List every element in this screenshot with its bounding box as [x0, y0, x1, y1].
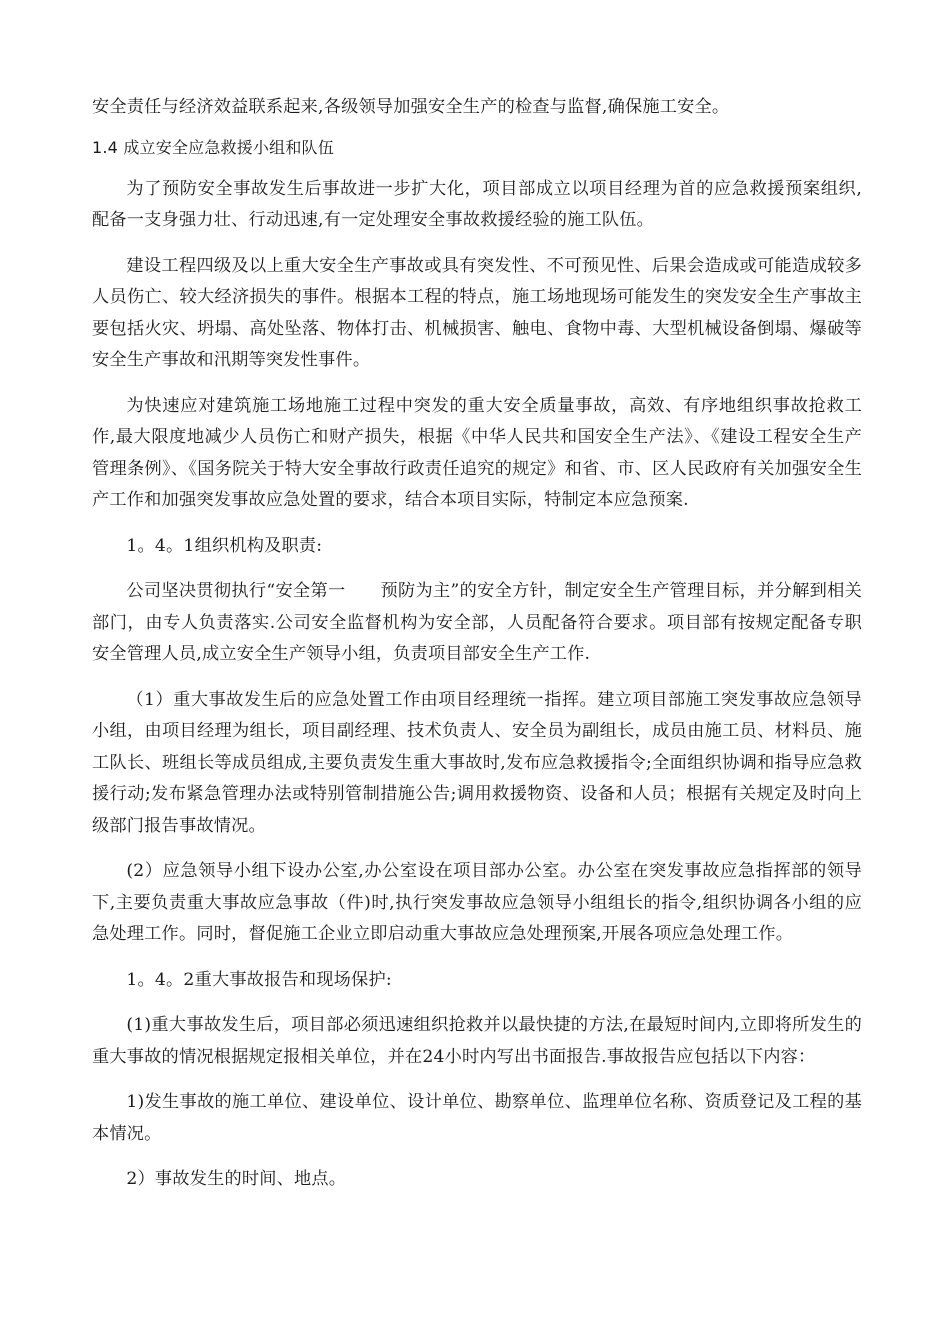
paragraph: 建设工程四级及以上重大安全生产事故或具有突发性、不可预见性、后果会造成或可能造成较多人员伤亡、较大经济损失的事件。根据本工程的特点，施工场地现场可能发生的突发安全生产事故主要包括火灾、坍塌、高处坠落、物体打击、机械损害、触电、食物中毒、大型机械设备倒塌、爆破等安全生产事故和汛期等突发性事件。	[92, 255, 862, 370]
section-heading: 1.4 成立安全应急救援小组和队伍	[92, 137, 334, 157]
paragraph: 为了预防安全事故发生后事故进一步扩大化，项目部成立以项目经理为首的应急救援预案组织,配备一支身强力壮、行动迅速,有一定处理安全事故救援经验的施工队伍。	[92, 178, 862, 230]
paragraph-continuation: 安全责任与经济效益联系起来,各级领导加强安全生产的检查与监督,确保施工安全。	[92, 97, 730, 117]
paragraph: （1）重大事故发生后的应急处置工作由项目经理统一指挥。建立项目部施工突发事故应急领导小组，由项目经理为组长，项目副经理、技术负责人、安全员为副组长，成员由施工员、材料员、施工队长、班组长等成员组成,主要负责发生重大事故时,发布应急救援指令;全面组织协调和指导应急救援行动;发布紧急管理办法或特别管制措施公告;调用救援物资、设备和人员；根据有关规定及时向上级部门报告事故情况。	[92, 689, 862, 836]
subsection-heading: 1。4。1组织机构及职责:	[126, 535, 323, 556]
list-item: 1)发生事故的施工单位、建设单位、设计单位、勘察单位、监理单位名称、资质登记及工程的基本情况。	[92, 1092, 862, 1144]
paragraph: (2）应急领导小组下设办公室,办公室设在项目部办公室。办公室在突发事故应急指挥部的领导下,主要负责重大事故应急事故（件)时,执行突发事故应急领导小组组长的指令,组织协调各小组的应急处理工作。同时，督促施工企业立即启动重大事故应急处理预案,开展各项应急处理工作。	[92, 861, 862, 944]
document-body	[92, 92, 862, 1196]
paragraph: (1)重大事故发生后，项目部必须迅速组织抢救并以最快捷的方法,在最短时间内,立即将所发生的重大事故的情况根据规定报相关单位，并在24小时内写出书面报告.事故报告应包括以下内容：	[92, 1015, 862, 1067]
list-item: 2）事故发生的时间、地点。	[126, 1169, 347, 1189]
paragraph: 公司坚决贯彻执行“安全第一 预防为主”的安全方针，制定安全生产管理目标，并分解到相关部门，由专人负责落实.公司安全监督机构为安全部，人员配备符合要求。项目部有按规定配备专职安全管理人员,成立安全生产领导小组，负责项目部安全生产工作.	[92, 581, 862, 664]
paragraph: 为快速应对建筑施工场地施工过程中突发的重大安全质量事故，高效、有序地组织事故抢救工作,最大限度地减少人员伤亡和财产损失，根据《中华人民共和国安全生产法》、《建设工程安全生产管理条例》、《国务院关于特大安全事故行政责任追究的规定》和省、市、区人民政府有关加强安全生产工作和加强突发事故应急处置的要求，结合本项目实际，特制定本应急预案.	[92, 395, 862, 510]
subsection-heading: 1。4。2重大事故报告和现场保护:	[126, 969, 392, 990]
